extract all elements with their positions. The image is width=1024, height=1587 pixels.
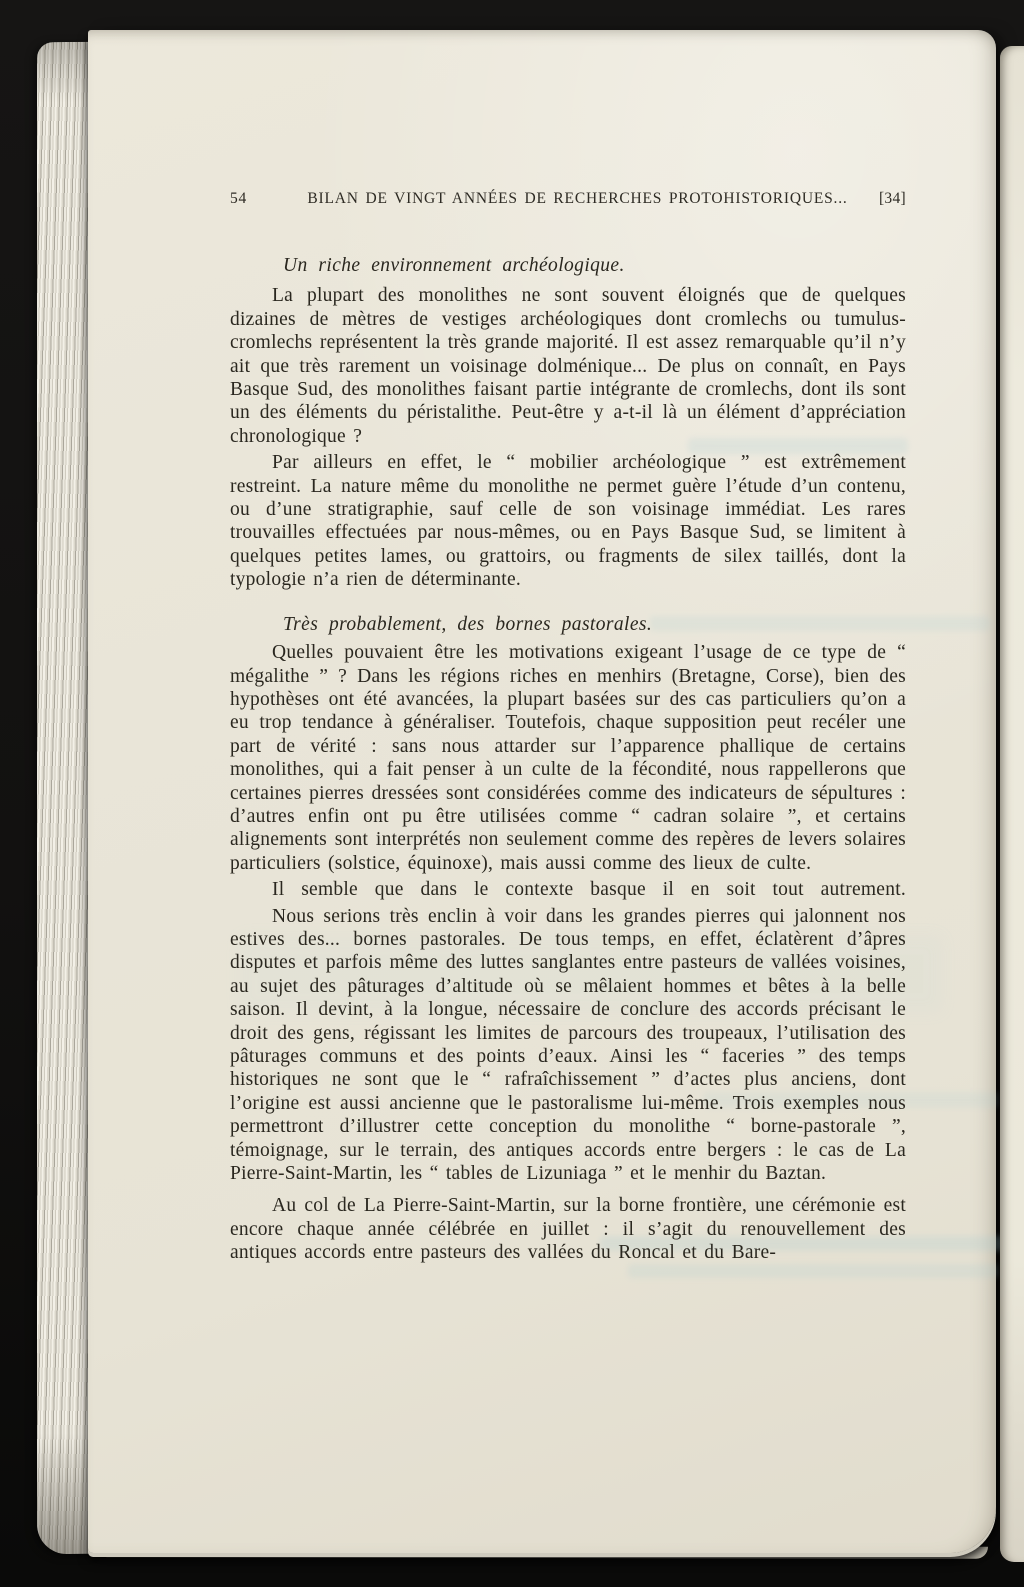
facing-page-edge	[1000, 46, 1024, 1562]
page-header	[230, 188, 906, 209]
paragraph: Quelles pouvaient être les motivations exigeant l’usage de ce type de “ mégalithe ” ? Dans les régions riches en menhirs (Bretagne, Corse), bien des hypothèses ont été avancées, la plupart basées sur des cas particuliers qu’on a eu trop tendance à généraliser. Toutefois, chaque supposition peut recéler une part de vérité : sans nous attarder sur l’apparence phallique de certains monolithes, qui a fait penser à un culte de la fécondité, nous rappellerons que certaines pierres dressées sont considérées comme des indicateurs de sépultures : d’autres enfin ont pu être utilisées comme “ cadran solaire ”, et certains alignements sont interprétés non seulement comme des repères de levers solaires particuliers (solstice, équinoxe), mais aussi comme des lieux de culte.	[230, 642, 906, 874]
text-block	[230, 30, 906, 1268]
folio-reference: [34]	[878, 190, 906, 207]
section-heading: Très probablement, des bornes pastorales.	[283, 613, 653, 635]
running-title: BILAN DE VINGT ANNÉES DE RECHERCHES PROTOHISTORIQUES...	[307, 190, 848, 207]
section-heading: Un riche environnement archéologique.	[283, 255, 625, 276]
paragraph: Par ailleurs en effet, le “ mobilier archéologique ” est extrêmement restreint. La nature même du monolithe ne permet guère l’étude d’un contenu, ou d’une stratigraphie, sauf celle de son voisinage immédiat. Les rares trouvailles effectuées par nous-mêmes, ou en Pays Basque Sud, se limitent à quelques petites lames, ou grattoirs, ou fragments de silex taillés, dont la typologie n’a rien de déterminante.	[230, 452, 906, 591]
paragraph: Nous serions très enclin à voir dans les grandes pierres qui jalonnent nos estives des... bornes pastorales. De tous temps, en effet, éclatèrent d’âpres disputes et parfois même des luttes sanglantes entre pasteurs de vallées voisines, au sujet des pâturages d’altitude où se mêlaient hommes et bêtes à la belle saison. Il devint, à la longue, nécessaire de conclure des accords précisant le droit des gens, régissant les limites de parcours des troupeaux, l’utilisation des pâturages communs et des points d’eaux. Ainsi les “ faceries ” des temps historiques ne sont que le “ rafraîchissement ” d’actes plus anciens, dont l’origine est aussi ancienne que le pastoralisme lui-même. Trois exemples nous permettront d’illustrer cette conception du monolithe “ borne-pastorale ”, témoignage, sur le terrain, des antiques accords entre bergers : le cas de La Pierre-Saint-Martin, les “ tables de Lizuniaga ” et le menhir du Baztan.	[230, 905, 906, 1185]
paragraph: Il semble que dans le contexte basque il en soit tout autrement.	[272, 879, 906, 901]
page-number: 54	[230, 190, 248, 207]
book-page	[88, 30, 996, 1553]
page-edge-stack	[37, 42, 94, 1555]
paragraph: Au col de La Pierre-Saint-Martin, sur la borne frontière, une cérémonie est encore chaque année célébrée en juillet : il s’agit du renouvellement des antiques accords entre pasteurs des vallées du Roncal et du Bare-	[230, 1195, 906, 1264]
paragraph: La plupart des monolithes ne sont souvent éloignés que de quelques dizaines de mètres de vestiges archéologiques dont cromlechs ou tumulus-cromlechs représentent la très grande majorité. Il est assez remarquable qu’il n’y ait que très rarement un voisinage dolménique... De plus on connaît, en Pays Basque Sud, des monolithes faisant partie intégrante de cromlechs, dont ils sont un des éléments du péristalithe. Peut-être y a-t-il là un élément d’appréciation chronologique ?	[230, 285, 906, 447]
